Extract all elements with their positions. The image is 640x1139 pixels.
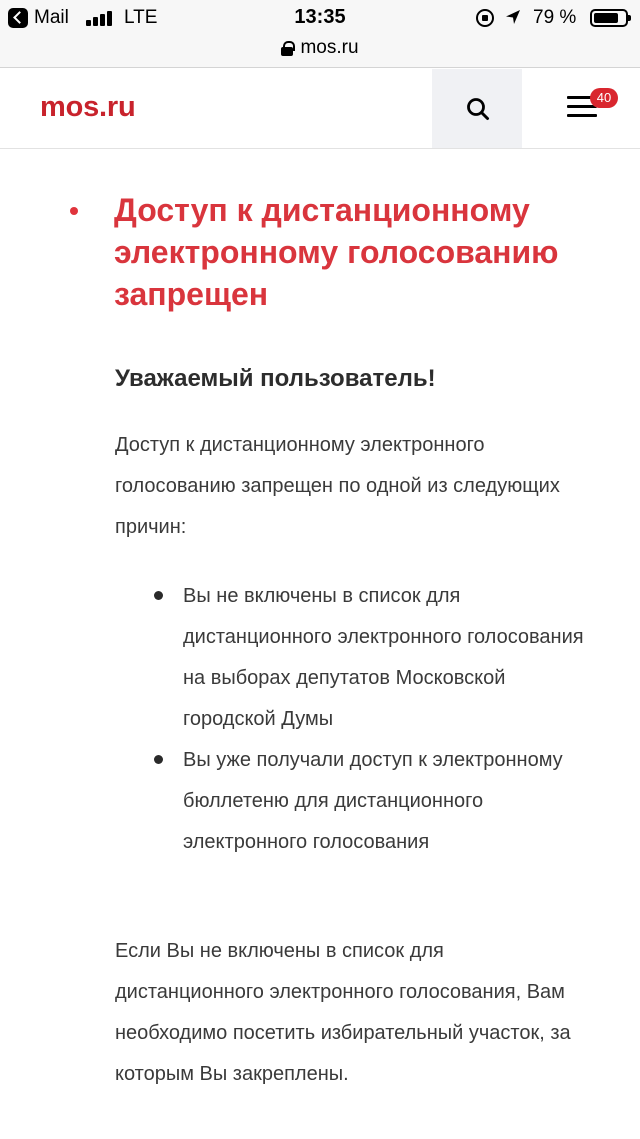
secure-lock-icon <box>281 41 293 55</box>
advice-paragraph: Если Вы не включены в список для дистанционного электронного голосования, Вам необходимо посетить избирательный участок, за которым Вы закреплены. <box>115 940 571 1085</box>
notification-badge: 40 <box>590 88 618 108</box>
page-title: Доступ к дистанционному электронному голосованию запрещен <box>114 192 559 312</box>
list-item-text: Вы уже получали доступ к электронному бюллетеню для дистанционного электронного голосования <box>183 749 563 853</box>
network-type: LTE <box>124 7 158 28</box>
battery-icon <box>590 9 628 27</box>
clock: 13:35 <box>294 6 346 28</box>
site-logo[interactable]: mos.ru <box>40 91 136 123</box>
search-button[interactable] <box>432 69 522 148</box>
location-arrow-icon <box>504 8 522 26</box>
orientation-lock-icon <box>476 9 494 27</box>
intro-paragraph: Доступ к дистанционному электронного голосованию запрещен по одной из следующих причин: <box>115 434 560 538</box>
menu-button[interactable] <box>522 69 640 148</box>
site-header <box>0 69 640 149</box>
battery-percent: 79 % <box>533 7 577 28</box>
url-bar[interactable] <box>0 36 640 68</box>
status-bar <box>0 0 640 36</box>
reasons-list <box>150 576 590 863</box>
list-bullet-icon <box>154 591 163 600</box>
back-app-label[interactable]: Mail <box>34 7 69 28</box>
list-item <box>150 576 590 740</box>
list-bullet-icon <box>154 755 163 764</box>
list-item-text: Вы не включены в список для дистанционного электронного голосования на выборах депутатов Московской городской Думы <box>183 585 584 730</box>
greeting-heading: Уважаемый пользователь! <box>115 365 436 392</box>
url-domain[interactable]: mos.ru <box>300 37 359 58</box>
list-item <box>150 740 590 863</box>
title-bullet-icon <box>70 207 78 215</box>
search-icon <box>466 97 490 121</box>
